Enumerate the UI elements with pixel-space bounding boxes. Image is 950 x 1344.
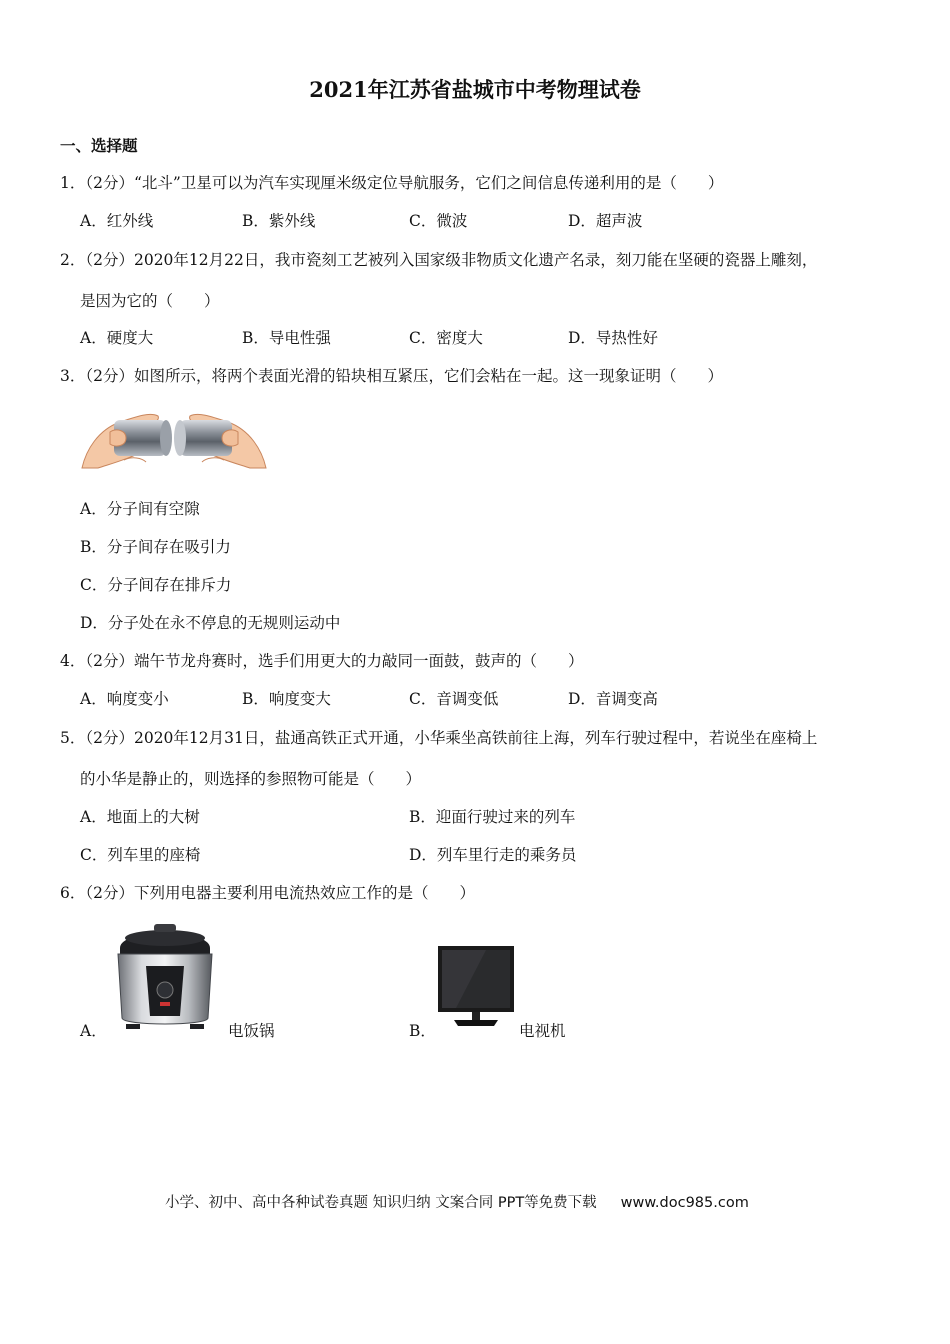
question-6-stem: 6．（2分）下列用电器主要利用电流热效应工作的是（ ） bbox=[60, 884, 475, 902]
rice-cooker-image bbox=[110, 920, 220, 1032]
q4-option-b: B．响度变大 bbox=[242, 690, 331, 708]
question-5-stem-line1: 5．（2分）2020年12月31日，盐通高铁正式开通，小华乘坐高铁前往上海，列车行驶过程中，若说坐在座椅上 bbox=[60, 729, 818, 747]
q6-option-a-label: 电饭锅 bbox=[228, 1022, 275, 1040]
q4-option-a: A．响度变小 bbox=[80, 690, 169, 708]
q5-option-c: C．列车里的座椅 bbox=[80, 846, 201, 864]
q2-option-d: D．导热性好 bbox=[568, 329, 658, 347]
question-3-stem: 3．（2分）如图所示，将两个表面光滑的铅块相互紧压，它们会粘在一起。这一现象证明（ ） bbox=[60, 367, 723, 385]
q5-option-b: B．迎面行驶过来的列车 bbox=[409, 808, 576, 826]
page-title: 2021年江苏省盐城市中考物理试卷 bbox=[309, 77, 641, 102]
lead-blocks-figure bbox=[80, 402, 268, 470]
q1-option-c: C．微波 bbox=[409, 212, 468, 230]
q4-option-d: D．音调变高 bbox=[568, 690, 658, 708]
q1-option-d: D．超声波 bbox=[568, 212, 643, 230]
q6-option-a-letter: A． bbox=[80, 1022, 107, 1040]
footer bbox=[165, 1191, 749, 1212]
footer-url[interactable]: www.doc985.com bbox=[620, 1195, 749, 1211]
q1-option-b: B．紫外线 bbox=[242, 212, 316, 230]
q3-option-b: B．分子间存在吸引力 bbox=[80, 538, 231, 556]
q6-option-b-letter: B． bbox=[409, 1022, 436, 1040]
question-2-stem-line2: 是因为它的（ ） bbox=[80, 292, 220, 310]
question-4-stem: 4．（2分）端午节龙舟赛时，选手们用更大的力敲同一面鼓，鼓声的（ ） bbox=[60, 652, 584, 670]
question-2-stem-line1: 2．（2分）2020年12月22日，我市瓷刻工艺被列入国家级非物质文化遗产名录，刻刀能在坚硬的瓷器上雕刻， bbox=[60, 251, 818, 269]
q1-option-a: A．红外线 bbox=[80, 212, 154, 230]
q5-option-a: A．地面上的大树 bbox=[80, 808, 200, 826]
television-image bbox=[436, 944, 516, 1028]
question-5-stem-line2: 的小华是静止的，则选择的参照物可能是（ ） bbox=[80, 770, 422, 788]
q3-option-c: C．分子间存在排斥力 bbox=[80, 576, 232, 594]
q2-option-c: C．密度大 bbox=[409, 329, 483, 347]
q2-option-a: A．硬度大 bbox=[80, 329, 154, 347]
q4-option-c: C．音调变低 bbox=[409, 690, 499, 708]
q2-option-b: B．导电性强 bbox=[242, 329, 331, 347]
section-heading: 一、选择题 bbox=[60, 136, 138, 155]
question-1-stem: 1．（2分）“北斗”卫星可以为汽车实现厘米级定位导航服务，它们之间信息传递利用的是（ ） bbox=[60, 174, 724, 192]
q3-option-d: D．分子处在永不停息的无规则运动中 bbox=[80, 614, 341, 632]
footer-text: 小学、初中、高中各种试卷真题 知识归纳 文案合同 PPT等免费下载 bbox=[165, 1195, 597, 1211]
q6-option-b-label: 电视机 bbox=[519, 1022, 566, 1040]
q5-option-d: D．列车里行走的乘务员 bbox=[409, 846, 577, 864]
q3-option-a: A．分子间有空隙 bbox=[80, 500, 200, 518]
